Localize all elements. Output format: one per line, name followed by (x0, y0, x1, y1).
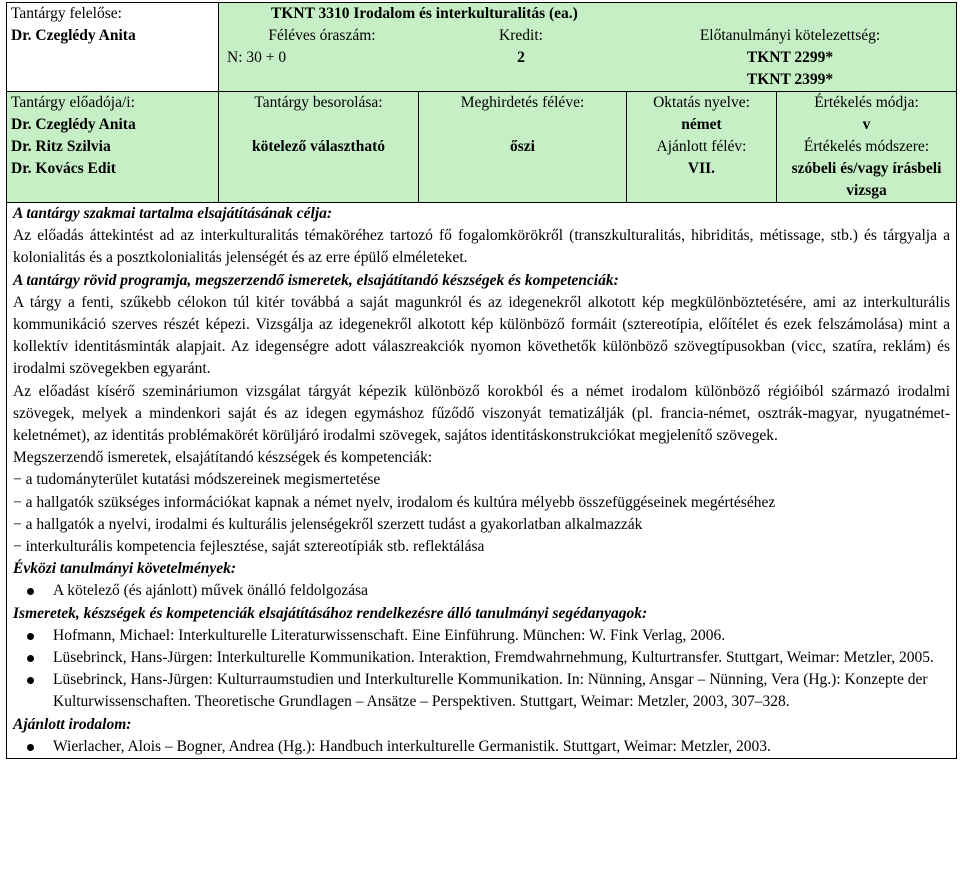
eval-mode-value: v (862, 116, 871, 133)
language-value: német (681, 116, 722, 133)
competence-item: − a hallgatók a nyelvi, irodalmi és kulturális jelenségekről szerzett tudást a gyakorlatban alkalmazzák (13, 515, 643, 533)
hours-label: Féléves óraszám: (268, 27, 376, 44)
program-paragraph-2: Az előadást kísérő szemináriumon vizsgálat tárgyát képezik különböző korokból és a német irodalom különböző régióiból származó irodalmi szövegek, melyek a mindenkori saját és az idegen egymáshoz fűződő viszonyát tematizálják (pl. francia-német, osztrák-magyar, nyugatnémet-keletnémet), az identitás problémakörét körüljáró irodalmi szövegek, sajátos identitáskonstrukciókat megjelenítő szövegek. (13, 382, 950, 445)
hours-block (219, 25, 417, 91)
credit-value: 2 (517, 49, 525, 66)
program-paragraph-1: A tárgy a fenti, szűkebb célokon túl kitér továbbá a saját magunkról és az idegenekről alkotott kép megkülönböztetésére, ami az interkulturális kommunikáció szerves részét képezi. Vizsgálja az idegenekről alkotott kép különböző formáit (sztereotípia, előítélet és ezek felszámolása) mint a kollektív identitásminták alapjait. Az idegenségre adott válaszreakciók nyomon követhetők különböző szövegtípusokban (vicc, szatíra, reklám) és irodalmi szövegekben egyaránt. (13, 293, 950, 378)
competence-item: − a hallgatók szükséges információkat kapnak a német nyelv, irodalom és kultúra mélyebb összefüggéseinek megértéséhez (13, 493, 776, 511)
evaluation-cell (777, 92, 957, 203)
semester-cell (419, 92, 627, 203)
responsible-label: Tantárgy felelőse: (11, 5, 122, 22)
material-item: Hofmann, Michael: Interkulturelle Literaturwissenschaft. Eine Einführung. München: W. Fink Verlag, 2006. (13, 625, 950, 647)
materials-title: Ismeretek, készségek és kompetenciák elsajátításához rendelkezésre álló tanulmányi segédanyagok: (13, 604, 648, 622)
title-block (219, 3, 957, 92)
requirement-item: A kötelező (és ajánlott) művek önálló feldolgozása (13, 580, 950, 602)
requirements-list (13, 580, 950, 602)
requirements-title: Évközi tanulmányi követelmények: (13, 560, 237, 578)
eval-method-label: Értékelés módszere: (803, 138, 930, 155)
eval-mode-label: Értékelés módja: (814, 94, 919, 111)
course-title: TKNT 3310 Irodalom és interkulturalitás (ea.) (271, 5, 578, 22)
prereq-value-2: TKNT 2399* (746, 71, 834, 88)
hours-value: N: 30 + 0 (227, 49, 287, 66)
semester-label: Meghirdetés féléve: (460, 94, 585, 111)
eval-method-value: szóbeli és/vagy írásbeli vizsga (791, 160, 942, 199)
responsible-cell (7, 3, 219, 92)
credit-label: Kredit: (499, 27, 543, 44)
classification-label: Tantárgy besorolása: (254, 94, 383, 111)
goal-text: Az előadás áttekintést ad az interkulturalitás témaköréhez tartozó fő fogalomkörökről (transzkulturalitás, hibriditás, métissage, stb.) és tárgyalja a kolonialitás és a posztkolonialitás jelenségét és az erre épülő elméleteket. (13, 227, 950, 267)
competence-item: − interkulturális kompetencia fejlesztése, saját sztereotípiák stb. reflektálása (13, 538, 485, 556)
program-title: A tantárgy rövid programja, megszerzendő ismeretek, elsajátítandó készségek és kompetenciák: (13, 271, 619, 289)
lecturer-2: Dr. Ritz Szilvia (11, 138, 111, 155)
materials-list (13, 625, 950, 714)
prereq-block (625, 25, 955, 91)
recommended-item: Wierlacher, Alois – Bogner, Andrea (Hg.): Handbuch interkulturelle Germanistik. Stuttgart, Weimar: Metzler, 2003. (13, 736, 950, 758)
prereq-label: Előtanulmányi kötelezettség: (699, 27, 881, 44)
prereq-value-1: TKNT 2299* (746, 49, 834, 66)
competence-item: − a tudományterület kutatási módszereinek megismertetése (13, 471, 381, 489)
recommended-semester-label: Ajánlott félév: (656, 138, 747, 155)
recommended-title: Ajánlott irodalom: (13, 715, 132, 733)
classification-value: kötelező választható (251, 138, 385, 155)
course-table (6, 2, 957, 759)
credit-block (417, 25, 625, 91)
language-label: Oktatás nyelve: (653, 94, 750, 111)
competence-heading: Megszerzendő ismeretek, elsajátítandó készségek és kompetenciák: (13, 449, 433, 467)
classification-cell (219, 92, 419, 203)
recommended-list (13, 736, 950, 758)
course-description-sheet (6, 2, 956, 866)
lecturer-3: Dr. Kovács Edit (11, 160, 116, 177)
goal-title: A tantárgy szakmai tartalma elsajátításának célja: (13, 205, 333, 222)
language-cell (627, 92, 777, 203)
responsible-name: Dr. Czeglédy Anita (11, 27, 136, 44)
semester-value: őszi (510, 138, 535, 155)
course-content (7, 203, 957, 759)
lecturers-label: Tantárgy előadója/i: (11, 94, 135, 111)
recommended-semester-value: VII. (687, 160, 716, 177)
material-item: Lüsebrinck, Hans-Jürgen: Kulturraumstudien und Interkulturelle Kommunikation. In: Nünning, Ansgar – Nünning, Vera (Hg.): Konzepte der Kulturwissenschaften. Theoretische Grundlagen – Ansätze – Perspektiven. Stuttgart, Weimar: Metzler, 2003, 307–328. (13, 669, 950, 713)
lecturer-1: Dr. Czeglédy Anita (11, 116, 136, 133)
material-item: Lüsebrinck, Hans-Jürgen: Interkulturelle Kommunikation. Interaktion, Fremdwahrnehmung, Kulturtransfer. Stuttgart, Weimar: Metzler, 2005. (13, 647, 950, 669)
lecturers-cell (7, 92, 219, 203)
